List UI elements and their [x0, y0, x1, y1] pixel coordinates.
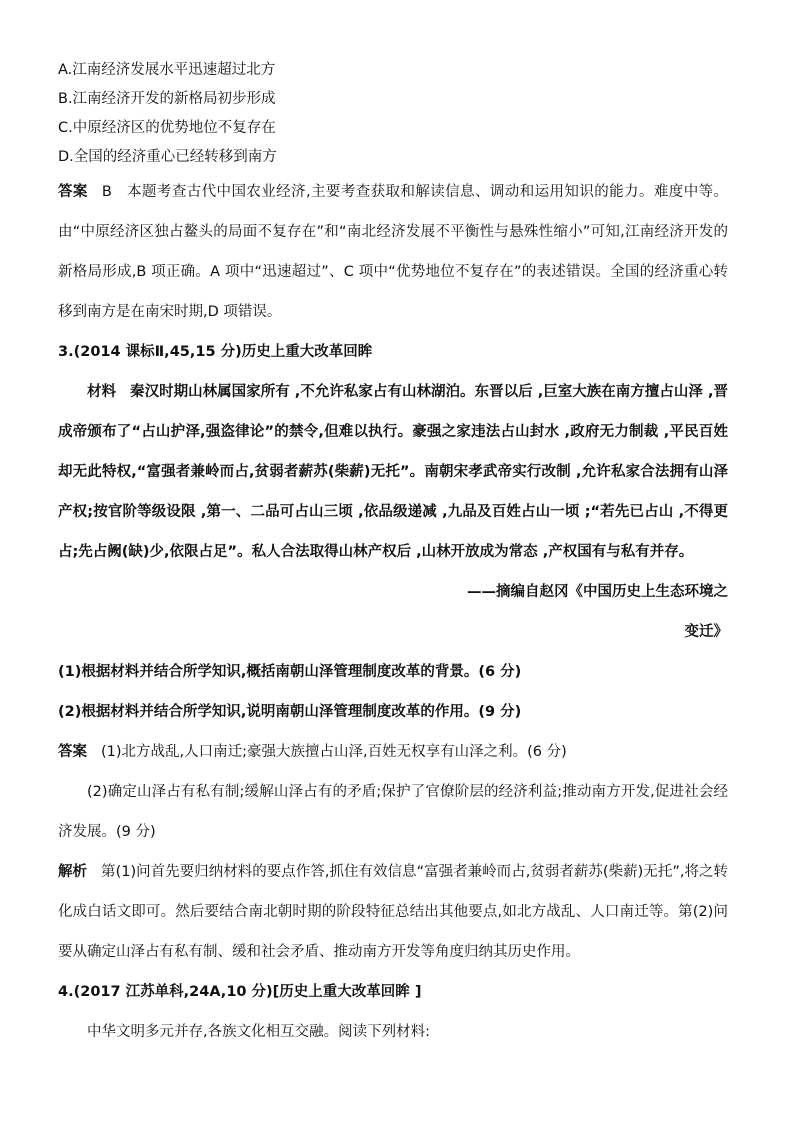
q4-heading: 4.(2017 江苏单科,24A,10 分)[历史上重大改革回眸 ] — [58, 984, 422, 1000]
answer-label: 答案 — [58, 744, 87, 760]
q4-intro: 中华文明多元并存,各族文化相互交融。阅读下列材料: — [87, 1024, 430, 1040]
option-d: D.全国的经济重心已经转移到南方 — [58, 149, 277, 165]
material-source-line2: 变迁》 — [684, 624, 728, 640]
option-c: C.中原经济区的优势地位不复存在 — [58, 120, 276, 136]
q3-answer-1 — [58, 732, 728, 772]
material-label: 材料 — [87, 384, 117, 400]
q3-material — [58, 372, 728, 572]
option-b: B.江南经济开发的新格局初步形成 — [58, 91, 276, 107]
analysis-label: 解析 — [58, 864, 88, 880]
q2-answer-text: B 本题考查古代中国农业经济,主要考查获取和解读信息、调动和运用知识的能力。难度中等。由“中原经济区独占鳌头的局面不复存在”和“南北经济发展不平衡性与悬殊性缩小”可知,江南经济开发的新格局形成,B 项正确。A 项中“迅速超过”、C 项中“优势地位不复存在”的表述错误。全国的经济重心转移到南方是在南宋时期,D 项错误。 — [58, 184, 729, 320]
q3-sub-question-1: (1)根据材料并结合所学知识,概括南朝山泽管理制度改革的背景。(6 分) — [58, 664, 522, 680]
option-a: A.江南经济发展水平迅速超过北方 — [58, 62, 276, 78]
material-source-line1: ——摘编自赵冈《中国历史上生态环境之 — [467, 584, 728, 600]
q3-answer-2: (2)确定山泽占有私有制;缓解山泽占有的矛盾;保护了官僚阶层的经济利益;推动南方开发,促进社会经济发展。(9 分) — [58, 784, 728, 840]
q3-heading: 3.(2014 课标Ⅱ,45,15 分)历史上重大改革回眸 — [58, 344, 373, 360]
material-text: 秦汉时期山林属国家所有 ,不允许私家占有山林湖泊。东晋以后 ,巨室大族在南方擅占山泽 ,晋成帝颁布了“占山护泽,强盗律论”的禁令,但难以执行。豪强之家违法占山封水 ,政府无力制裁 ,平民百姓却无此特权,“富强者兼岭而占,贫弱者薪苏(柴薪)无托”。南朝宋孝武帝实行改制 ,允许私家合法拥有山泽产权;按官阶等级设限 ,第一、二品可占山三顷 ,依品级递减 ,九品及百姓占山一顷 ;“若先已占山 ,不得更占;先占阙(缺)少,依限占足”。私人合法取得山林产权后 ,山林开放成为常态 ,产权国有与私有并存。 — [58, 384, 729, 560]
answer-label: 答案 — [58, 184, 88, 200]
q2-options — [58, 56, 728, 172]
q3-sub-question-2: (2)根据材料并结合所学知识,说明南朝山泽管理制度改革的作用。(9 分) — [58, 704, 522, 720]
q2-answer — [58, 172, 728, 332]
analysis-text: 第(1)问首先要归纳材料的要点作答,抓住有效信息“富强者兼岭而占,贫弱者薪苏(柴薪)无托”,将之转化成白话文即可。然后要结合南北朝时期的阶段特征总结出其他要点,如北方战乱、人口南迁等。第(2)问要从确定山泽占有私有制、缓和社会矛盾、推动南方开发等角度归纳其历史作用。 — [58, 864, 729, 960]
q3-analysis — [58, 852, 728, 972]
answer-text-1: (1)北方战乱,人口南迁;豪强大族擅占山泽,百姓无权享有山泽之利。(6 分) — [101, 744, 567, 760]
document-page — [58, 56, 728, 1052]
